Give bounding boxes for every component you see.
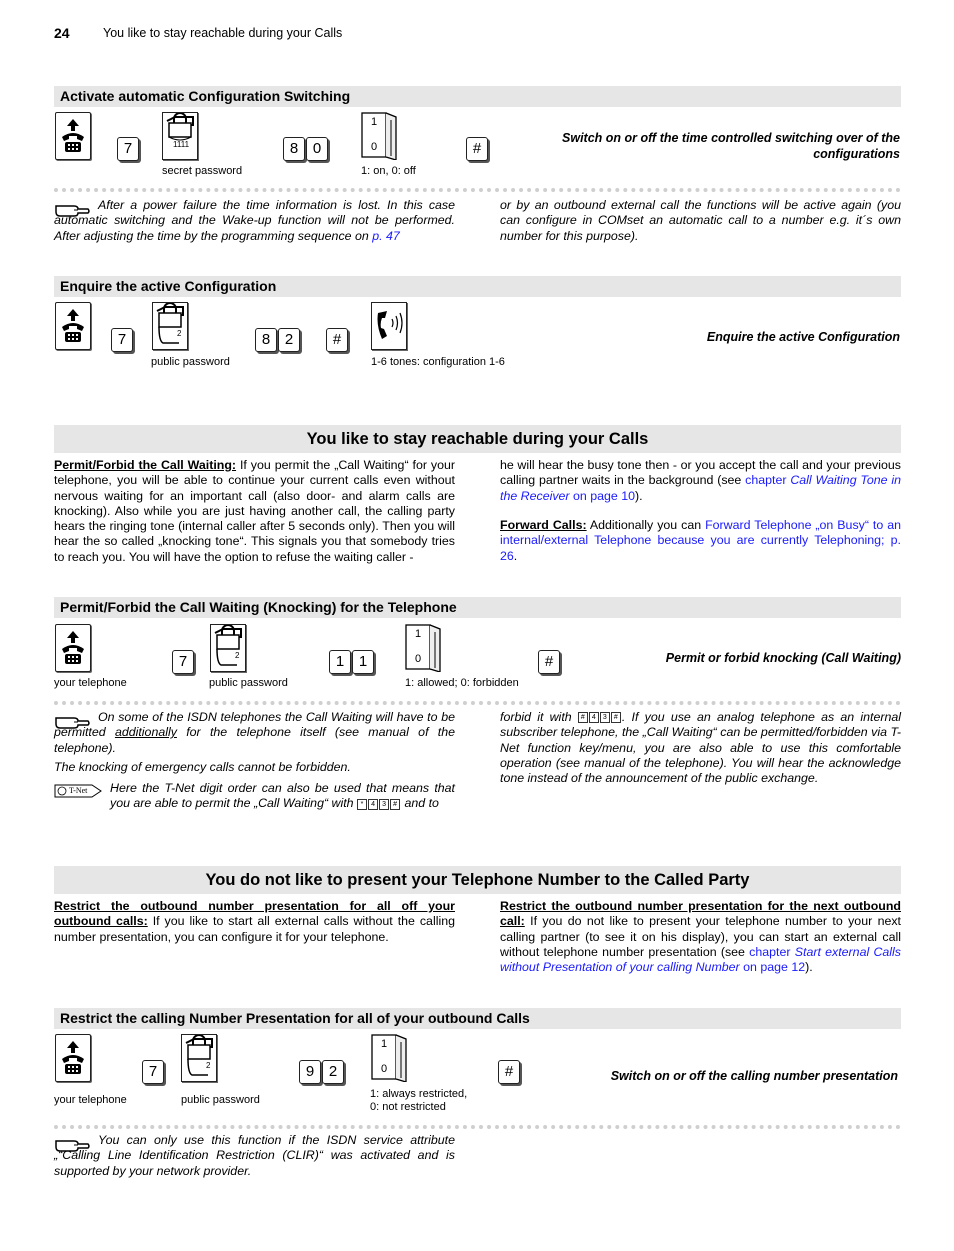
separator — [54, 188, 901, 192]
key-hash: # — [498, 1060, 520, 1084]
page-number: 24 — [54, 25, 70, 41]
lock-code: 2 — [235, 651, 240, 660]
lock-password-icon — [210, 624, 246, 672]
step-description: Switch on or off the time controlled switching over of the configurations — [562, 131, 900, 161]
link-start-external-calls[interactable]: chapter Start external Calls without Presentation of your calling Number on page 12 — [500, 944, 901, 975]
switch-label-on: 1 — [415, 628, 422, 640]
telephone-icon — [55, 1034, 91, 1082]
key-hash: # — [538, 650, 560, 674]
tnet-icon — [54, 784, 102, 798]
paragraph-forward-calls: Forward Calls: Additionally you can Forward Telephone „on Busy“ to an internal/external Telephone because you are currently Telephoning; p. 26. — [500, 518, 901, 563]
key-8: 8 — [255, 328, 277, 352]
switch-icon — [405, 624, 439, 670]
note-clir: You can only use this function if the ISDN service attribute „“Calling Line Identification Restriction (CLIR)“ was activated and is supported by your network provider. — [54, 1133, 455, 1178]
key-8: 8 — [283, 137, 305, 161]
step-description: Permit or forbid knocking (Call Waiting) — [665, 651, 901, 665]
lock-code: 1111 — [173, 140, 190, 149]
section-title-hide-number: You do not like to present your Telephone Number to the Called Party — [54, 866, 901, 894]
key-7: 7 — [117, 137, 139, 161]
lock-code: 2 — [206, 1061, 211, 1070]
section-title-restrict-clir: Restrict the calling Number Presentation for all of your outbound Calls — [54, 1008, 901, 1029]
telephone-icon — [55, 624, 91, 672]
switch-icon — [361, 112, 395, 158]
caption-switch-values-0: 0: not restricted — [370, 1101, 446, 1113]
switch-label-on: 1 — [371, 116, 378, 128]
page-header-title: You like to stay reachable during your Calls — [103, 26, 343, 40]
caption-your-telephone: your telephone — [54, 1094, 127, 1106]
note-emergency-calls: The knocking of emergency calls cannot be forbidden. — [54, 760, 351, 774]
switch-label-off: 0 — [415, 653, 422, 665]
key-7: 7 — [142, 1060, 164, 1084]
lock-password-icon — [181, 1034, 217, 1082]
caption-switch-values: 1: allowed; 0: forbidden — [405, 677, 519, 689]
step-description: Switch on or off the calling number presentation — [610, 1069, 898, 1083]
section-title-stay-reachable: You like to stay reachable during your Calls — [54, 425, 901, 453]
ringing-handset-icon — [371, 302, 407, 350]
link-call-waiting-tone[interactable]: chapter Call Waiting Tone in the Receiver on page 10 — [500, 473, 901, 503]
key-2: 2 — [278, 328, 300, 352]
link-forward-on-busy[interactable]: Forward Telephone „on Busy“ to an internal/external Telephone because you are currently Telephoning; p. 26 — [500, 518, 901, 563]
lock-password-icon — [152, 302, 188, 350]
lock-code: 2 — [177, 329, 182, 338]
switch-label-off: 0 — [371, 141, 378, 153]
section-title-config-switching: Activate automatic Configuration Switching — [54, 86, 901, 107]
switch-label-off: 0 — [381, 1063, 388, 1075]
key-hash: # — [466, 137, 488, 161]
key-hash: # — [326, 328, 348, 352]
key-1: 1 — [352, 650, 374, 674]
key-9: 9 — [299, 1060, 321, 1084]
separator — [54, 1125, 901, 1129]
note-forbid-knocking: forbid it with # 4 3 # . If you use an analog telephone as an internal subscriber telephone, the „Call Waiting“ can be permitted/forbidden via T-Net function key/menu, you are also able to use this comfortable operation (see manual of the telephone). You will hear the acknowledge tone instead of the announcement of the public exchange. — [500, 710, 901, 786]
caption-public-password: public password — [181, 1094, 260, 1106]
caption-switch-values: 1: on, 0: off — [361, 165, 416, 177]
switch-icon — [371, 1034, 405, 1080]
note-power-failure-cont: or by an outbound external call the functions will be active again (you can configure in COMset an automatic call to a number e.g. it´s own number for this purpose). — [500, 198, 901, 243]
key-7: 7 — [172, 650, 194, 674]
separator — [54, 701, 901, 705]
caption-secret-password: secret password — [162, 165, 243, 177]
step-description: Enquire the active Configuration — [706, 330, 900, 344]
note-isdn-call-waiting: On some of the ISDN telephones the Call Waiting will have to be permitted additionally for the telephone itself (see manual of the telephone). — [54, 710, 456, 755]
telephone-icon — [55, 302, 91, 350]
note-tnet-digit-order: Here the T-Net digit order can also be used that means that you are able to permit the „Call Waiting“ with * 4 3 # and to — [110, 781, 455, 811]
key-2: 2 — [322, 1060, 344, 1084]
link-page-47[interactable]: p. 47 — [372, 228, 400, 243]
telephone-icon — [55, 112, 91, 160]
caption-public-password: public password — [209, 677, 288, 689]
paragraph-call-waiting: Permit/Forbid the Call Waiting: If you permit the „Call Waiting“ for your telephone, you will be able to continue your current calls even without nervous waiting for an important call (also door- and alarm calls are knocking). Also while you are just having another call, the calling party hears the ringing tone (internal caller after 5 seconds only). Then you will hear the so called „knocking tone“. This signals you that somebody tries to reach you. You will have the option to refuse the waiting caller - — [54, 458, 455, 564]
lock-password-icon — [162, 112, 198, 160]
caption-your-telephone: your telephone — [54, 677, 127, 689]
paragraph-call-waiting-cont: he will hear the busy tone then - or you accept the call and your previous calling partner waits in the background (see chapter Call Waiting Tone in the Receiver on page 10). — [500, 458, 901, 503]
caption-switch-values-1: 1: always restricted, — [370, 1088, 468, 1100]
caption-tones: 1-6 tones: configuration 1-6 — [371, 356, 505, 368]
section-title-permit-knocking: Permit/Forbid the Call Waiting (Knocking) for the Telephone — [54, 597, 901, 618]
tnet-label: T-Net — [69, 786, 88, 795]
paragraph-restrict-next: Restrict the outbound number presentation for the next outbound call: If you do not like to present your telephone number to your next calling partner (to see it on his display), you can start an external call without telephone number presentation (see chapter Start external Calls without Presentation of your calling Number on page 12). — [500, 899, 901, 975]
key-0: 0 — [306, 137, 328, 161]
key-1: 1 — [329, 650, 351, 674]
note-power-failure: After a power failure the time information is lost. In this case automatic switching and the Wake-up function will not be performed. After adjusting the time by the programming sequence on p. 47 — [54, 198, 455, 243]
caption-public-password: public password — [151, 356, 230, 368]
switch-label-on: 1 — [381, 1038, 388, 1050]
paragraph-restrict-all: Restrict the outbound number presentation for all off your outbound calls: If you like to start all external calls without the calling number presentation, you can configure it for your telephone. — [54, 899, 455, 944]
key-7: 7 — [111, 328, 133, 352]
section-title-enquire-config: Enquire the active Configuration — [54, 276, 901, 297]
